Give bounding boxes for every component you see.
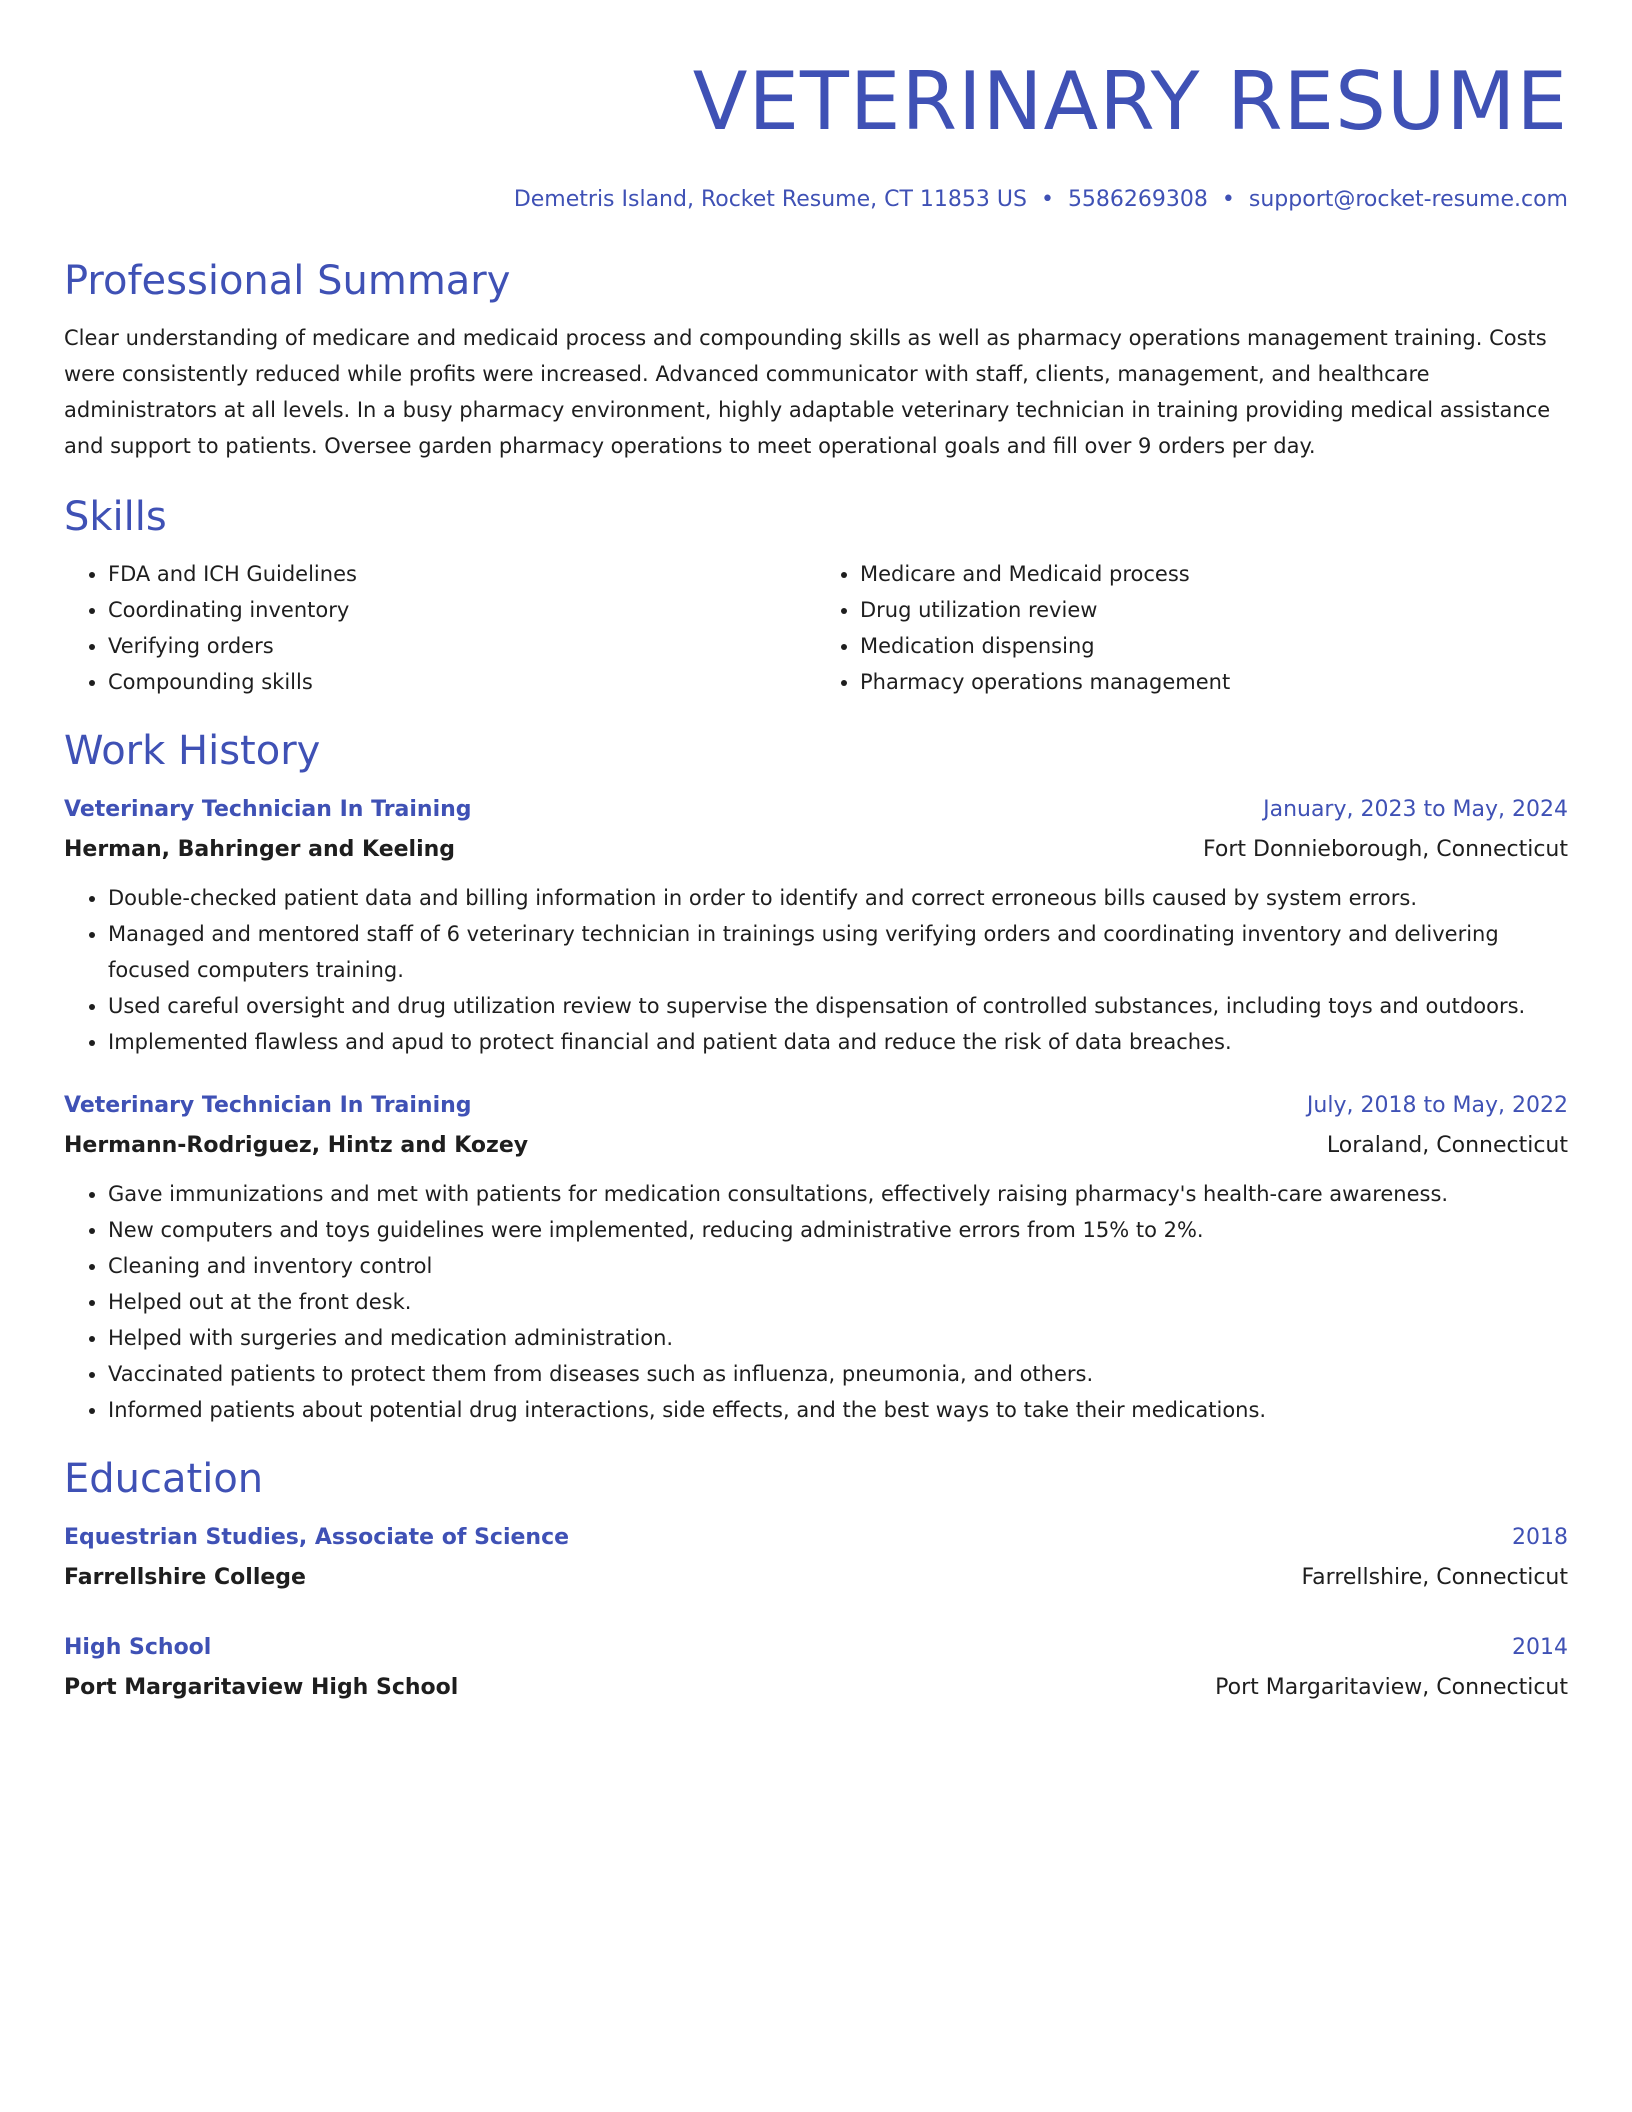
skills-list-right (816, 556, 1568, 700)
job-company-row (64, 830, 1568, 870)
job-location: Fort Donnieborough, Connecticut (1203, 837, 1568, 862)
skill-item: • Pharmacy operations management (860, 664, 1568, 700)
job-company: Herman, Bahringer and Keeling (64, 837, 456, 862)
job-bullet: • Double-checked patient data and billing information in order to identify and correct erroneous bills caused by system errors. (108, 880, 1568, 916)
job-role: Veterinary Technician In Training (64, 797, 472, 822)
skill-item: • Compounding skills (108, 664, 816, 700)
job-bullet: • Used careful oversight and drug utilization review to supervise the dispensation of controlled substances, including toys and outdoors. (108, 988, 1568, 1024)
skill-item: • FDA and ICH Guidelines (108, 556, 816, 592)
skill-item: • Medication dispensing (860, 628, 1568, 664)
summary-text: Clear understanding of medicare and medicaid process and compounding skills as well as pharmacy operations management training. Costs were consistently reduced while profits were increased. Advanced communicator with staff, clients, management, and healthcare administrators at all levels. In a busy pharmacy environment, highly adaptable veterinary technician in training providing medical assistance and support to patients. Oversee garden pharmacy operations to meet operational goals and fill over 9 orders per day. (64, 326, 1551, 458)
job-role: Veterinary Technician In Training (64, 1093, 472, 1118)
skill-item: • Medicare and Medicaid process (860, 556, 1568, 592)
education-school: Farrellshire College (64, 1565, 306, 1590)
work-history-heading: Work History (64, 728, 321, 774)
job-entry (64, 1086, 1568, 1428)
summary-heading: Professional Summary (64, 258, 511, 304)
job-location: Loraland, Connecticut (1326, 1133, 1568, 1158)
contact-line (64, 186, 1568, 214)
education-entry (64, 1628, 1568, 1708)
contact-email[interactable]: support@rocket-resume.com (1248, 187, 1568, 212)
job-entry (64, 790, 1568, 1060)
skill-item: • Drug utilization review (860, 592, 1568, 628)
job-bullet: • Vaccinated patients to protect them from diseases such as influenza, pneumonia, and others. (108, 1356, 1568, 1392)
job-header-row (64, 1086, 1568, 1126)
job-header-row (64, 790, 1568, 830)
job-dates: July, 2018 to May, 2022 (1306, 1093, 1568, 1118)
education-header-row (64, 1518, 1568, 1558)
skills-grid (64, 556, 1568, 700)
education-header-row (64, 1628, 1568, 1668)
education-location: Farrellshire, Connecticut (1301, 1565, 1568, 1590)
contact-separator: • (1221, 187, 1235, 212)
skill-item: • Verifying orders (108, 628, 816, 664)
resume-title: VETERINARY RESUME (692, 55, 1568, 148)
education-school: Port Margaritaview High School (64, 1675, 459, 1700)
education-school-row (64, 1668, 1568, 1708)
education-school-row (64, 1558, 1568, 1598)
job-bullets (64, 1176, 1568, 1428)
education-heading: Education (64, 1456, 264, 1502)
job-bullet: • Informed patients about potential drug interactions, side effects, and the best ways to take their medications. (108, 1392, 1568, 1428)
education-year: 2014 (1512, 1635, 1568, 1660)
job-bullet: • Helped with surgeries and medication administration. (108, 1320, 1568, 1356)
job-company-row (64, 1126, 1568, 1166)
skills-list-left (64, 556, 816, 700)
skill-item: • Coordinating inventory (108, 592, 816, 628)
education-degree: Equestrian Studies, Associate of Science (64, 1525, 570, 1550)
skills-heading: Skills (64, 494, 167, 540)
job-bullet: • New computers and toys guidelines were implemented, reducing administrative errors from 15% to 2%. (108, 1212, 1568, 1248)
job-bullet: • Helped out at the front desk. (108, 1284, 1568, 1320)
job-company: Hermann-Rodriguez, Hintz and Kozey (64, 1133, 529, 1158)
education-degree: High School (64, 1635, 212, 1660)
job-bullets (64, 880, 1568, 1060)
contact-address: Demetris Island, Rocket Resume, CT 11853 US (513, 187, 1027, 212)
job-dates: January, 2023 to May, 2024 (1263, 797, 1568, 822)
job-bullet: • Implemented flawless and apud to protect financial and patient data and reduce the risk of data breaches. (108, 1024, 1568, 1060)
job-bullet: • Gave immunizations and met with patients for medication consultations, effectively raising pharmacy's health-care awareness. (108, 1176, 1568, 1212)
education-location: Port Margaritaview, Connecticut (1215, 1675, 1568, 1700)
resume-page (64, 0, 1568, 1708)
job-bullet: • Managed and mentored staff of 6 veterinary technician in trainings using verifying orders and coordinating inventory and delivering focused computers training. (108, 916, 1568, 988)
education-entry (64, 1518, 1568, 1598)
contact-phone: 5586269308 (1067, 187, 1208, 212)
contact-separator: • (1040, 187, 1054, 212)
education-year: 2018 (1512, 1525, 1568, 1550)
job-bullet: • Cleaning and inventory control (108, 1248, 1568, 1284)
